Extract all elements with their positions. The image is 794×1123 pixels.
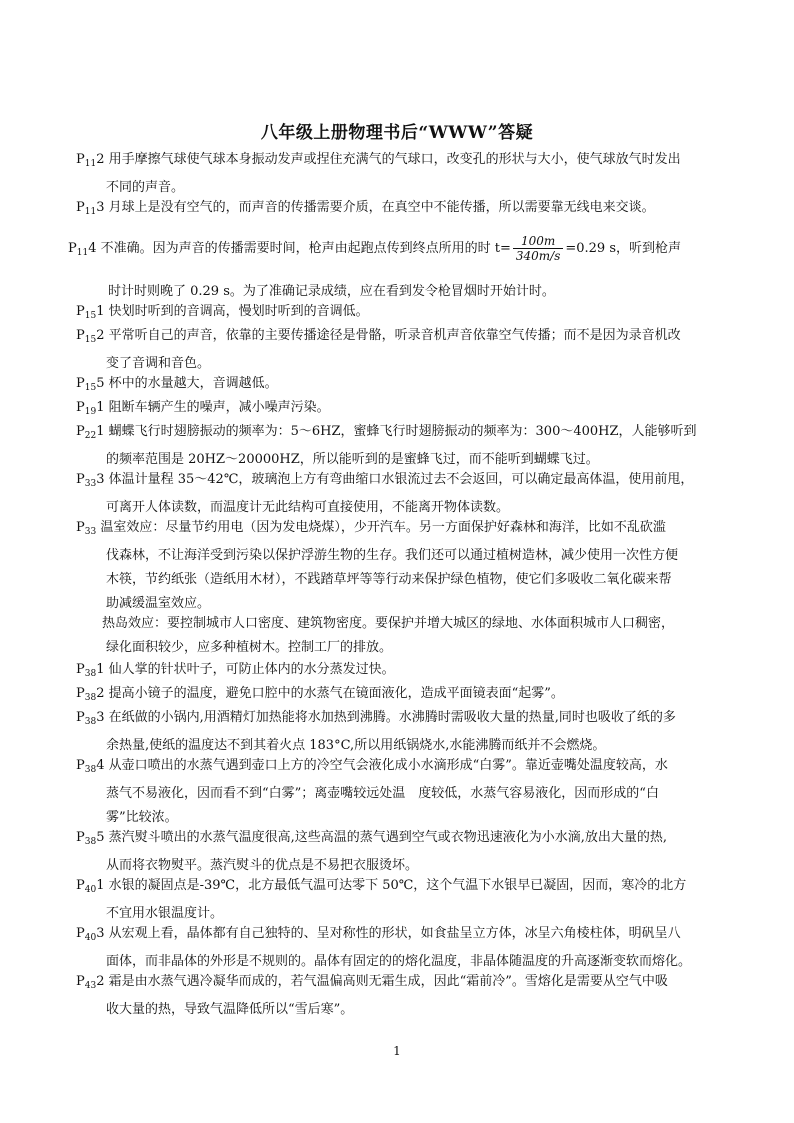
page-ref-letter: P: [76, 830, 85, 845]
answer-entry: [76, 148, 736, 200]
question-number: 2: [96, 974, 105, 989]
question-number: 1: [96, 424, 105, 439]
page-reference-label: [76, 200, 104, 215]
page-ref-number: 33: [84, 479, 97, 489]
question-number: 1: [96, 662, 105, 677]
page-ref-number: 15: [84, 311, 97, 321]
page-ref-number: 38: [84, 669, 97, 679]
entry-text: 仙人掌的针状叶子，可防止体内的水分蒸发过快。: [104, 662, 395, 677]
entry-line: [76, 324, 736, 352]
page-ref-number: 38: [84, 717, 97, 727]
entry-line: [76, 706, 736, 734]
page-reference-label: [76, 520, 96, 535]
question-number: 1: [96, 878, 105, 893]
page-ref-number: 15: [84, 383, 97, 393]
entry-line: [76, 516, 736, 544]
question-number: 5: [96, 376, 105, 391]
question-number: 4: [88, 241, 97, 256]
page-ref-letter: P: [76, 686, 85, 701]
answer-entry: [68, 232, 728, 304]
entry-line: 时计时则晚了 0.29 s。为了准确记录成绩，应在看到发令枪冒烟时开始计时。: [108, 284, 555, 299]
answer-entry: [76, 706, 736, 758]
page-reference-label: [76, 304, 104, 319]
entry-line: [76, 148, 736, 176]
entry-line: [76, 196, 736, 224]
entry-line: [76, 468, 736, 496]
entry-line: 雾”比较浓。: [106, 810, 178, 825]
entry-line: 木筷，节约纸张（造纸用木材），不践踏草坪等等行动来保护绿色植物，使它们多吸收二氧化碳来帮: [106, 572, 672, 587]
question-number: 2: [96, 686, 105, 701]
answer-entry: [76, 468, 736, 520]
entry-text: 水银的凝固点是-39℃，北方最低气温可达零下 50℃，这个气温下水银早已凝固，因而，寒冷的北方: [104, 878, 687, 893]
answer-entry: [102, 612, 762, 660]
page-ref-number: 11: [84, 159, 97, 169]
entry-text: 体温计量程 35～42℃，玻璃泡上方有弯曲缩口水银流过去不会返回，可以确定最高体温，使用前甩，: [104, 472, 694, 487]
page-ref-number: 19: [84, 407, 97, 417]
question-number: 3: [96, 926, 105, 941]
page-ref-number: 40: [84, 933, 97, 943]
question-number: 5: [96, 830, 105, 845]
page-ref-number: 11: [76, 248, 89, 258]
page-reference-label: [76, 878, 104, 893]
fraction-numerator: 100m: [513, 234, 563, 249]
page-reference-label: [76, 974, 104, 989]
page-ref-letter: P: [76, 974, 85, 989]
answer-entry: [76, 516, 736, 616]
entry-text: 不准确。因为声音的传播需要时间，枪声由起跑点传到终点所用的时 t=: [96, 241, 511, 256]
page-ref-letter: P: [76, 520, 85, 535]
page-ref-letter: P: [76, 328, 85, 343]
page-ref-number: 22: [84, 431, 97, 441]
page-reference-label: [76, 400, 104, 415]
time-fraction: [513, 234, 563, 263]
entry-line: [76, 970, 736, 998]
question-number: 2: [96, 328, 105, 343]
entry-text: 温室效应：尽量节约用电（因为发电烧煤），少开汽车。另一方面保护好森林和海洋，比如不乱砍滥: [96, 520, 666, 535]
page-reference-label: [76, 662, 104, 677]
page-ref-letter: P: [76, 878, 85, 893]
page-ref-letter: P: [76, 200, 85, 215]
page-reference-label: [76, 710, 104, 725]
entry-line: 从而将衣物熨平。蒸汽熨斗的优点是不易把衣服烫坏。: [106, 858, 419, 873]
entry-text: 月球上是没有空气的，而声音的传播需要介质，在真空中不能传播，所以需要靠无线电来交谈。: [104, 200, 655, 215]
entry-line: 绿化面积较少，应多种植树木。控制工厂的排放。: [106, 640, 393, 655]
entry-line: [76, 874, 736, 902]
entry-line: 收大量的热，导致气温降低所以“雪后寒”。: [106, 1002, 354, 1017]
page-reference-label: [68, 241, 96, 256]
fraction-denominator: 340m/s: [515, 249, 561, 263]
entry-text: 从壶口喷出的水蒸气遇到壶口上方的冷空气会液化成小水滴形成“白雾”。靠近壶嘴处温度较高，水: [104, 758, 668, 773]
answer-entry: [76, 196, 736, 224]
entry-text: 在纸做的小锅内,用酒精灯加热能将水加热到沸腾。水沸腾时需吸收大量的热量,同时也吸收了纸的多: [104, 710, 676, 725]
entry-line: 余热量,使纸的温度达不到其着火点 183°C,所以用纸锅烧水,水能沸腾而纸并不会燃烧。: [106, 738, 606, 753]
page-ref-letter: P: [76, 662, 85, 677]
answer-entry: [76, 874, 736, 926]
answer-entry: [76, 970, 736, 1022]
entry-line: 变了音调和音色。: [106, 356, 211, 371]
page-title: 八年级上册物理书后“WWW”答疑: [260, 123, 534, 143]
entry-line: 可离开人体读数，而温度计无此结构可直接使用，不能离开物体读数。: [106, 500, 510, 515]
page-reference-label: [76, 472, 104, 487]
page-ref-letter: P: [76, 152, 85, 167]
page-ref-number: 40: [84, 885, 97, 895]
page-ref-number: 43: [84, 981, 97, 991]
entry-text: 蝴蝶飞行时翅膀振动的频率为：5～6HZ，蜜蜂飞行时翅膀振动的频率为：300～400HZ，人能够听到: [104, 424, 697, 439]
entry-text: 快划时听到的音调高，慢划时听到的音调低。: [104, 304, 369, 319]
answer-entry: [76, 420, 736, 472]
question-number: 3: [96, 200, 105, 215]
question-number: 2: [96, 152, 105, 167]
page-reference-label: [76, 758, 104, 773]
page-ref-letter: P: [76, 376, 85, 391]
page-ref-letter: P: [76, 304, 85, 319]
page-reference-label: [76, 376, 104, 391]
page-ref-letter: P: [76, 424, 85, 439]
question-number: 1: [96, 400, 105, 415]
entry-line: [68, 232, 728, 270]
entry-line: 面体，而非晶体的外形是不规则的。晶体有固定的的熔化温度，非晶体随温度的升高逐渐变软而熔化。: [106, 954, 692, 969]
entry-text: 蒸汽熨斗喷出的水蒸气温度很高,这些高温的蒸气遇到空气或衣物迅速液化为小水滴,放出大量的热,: [104, 830, 668, 845]
page-number: 1: [393, 1044, 401, 1058]
entry-line: 助减缓温室效应。: [106, 596, 211, 611]
entry-text: =0.29 s，听到枪声: [565, 241, 682, 256]
page-ref-number: 11: [84, 207, 97, 217]
page-ref-number: 38: [84, 837, 97, 847]
question-number: 1: [96, 304, 105, 319]
page-reference-label: [76, 424, 104, 439]
page-ref-letter: P: [76, 926, 85, 941]
entry-text: 杯中的水量越大，音调越低。: [104, 376, 278, 391]
entry-line: 的频率范围是 20HZ～20000HZ，所以能听到的是蜜蜂飞过，而不能听到蝴蝶飞过。: [106, 452, 599, 467]
page-ref-letter: P: [68, 241, 77, 256]
page-reference-label: [76, 686, 104, 701]
entry-line: [76, 420, 736, 448]
page-ref-number: 15: [84, 335, 97, 345]
page-ref-letter: P: [76, 758, 85, 773]
entry-line: [76, 754, 736, 782]
entry-line: [76, 922, 736, 950]
page-reference-label: [76, 328, 104, 343]
answer-entry: [76, 324, 736, 376]
question-number: 4: [96, 758, 105, 773]
page-ref-letter: P: [76, 472, 85, 487]
page-ref-number: 38: [84, 765, 97, 775]
entry-line: 不宜用水银温度计。: [106, 906, 224, 921]
answer-entry: [76, 754, 736, 830]
answer-entry: [76, 826, 736, 878]
entry-line: [76, 826, 736, 854]
page-ref-letter: P: [76, 710, 85, 725]
entry-line: 不同的声音。: [106, 180, 185, 195]
entry-line: 伐森林，不让海洋受到污染以保护浮游生物的生存。我们还可以通过植树造林，减少使用一次性方便: [106, 548, 679, 563]
answer-entry: [76, 922, 736, 974]
entry-text: 霜是由水蒸气遇冷凝华而成的，若气温偏高则无霜生成，因此“霜前冷”。雪熔化是需要从空气中吸: [104, 974, 668, 989]
question-number: 3: [96, 472, 105, 487]
entry-text: 阻断车辆产生的噪声，减小噪声污染。: [104, 400, 330, 415]
page-ref-number: 38: [84, 693, 97, 703]
page-reference-label: [76, 926, 104, 941]
page-reference-label: [76, 152, 104, 167]
entry-line: 热岛效应：要控制城市人口密度、建筑物密度。要保护并增大城区的绿地、水体面积城市人口稠密，: [102, 616, 675, 631]
page-ref-number: 33: [84, 527, 97, 537]
page-ref-letter: P: [76, 400, 85, 415]
entry-text: 平常听自己的声音，依靠的主要传播途径是骨骼，听录音机声音依靠空气传播；而不是因为录音机改: [104, 328, 681, 343]
page-reference-label: [76, 830, 104, 845]
question-number: 3: [96, 710, 105, 725]
entry-text: 从宏观上看，晶体都有自己独特的、呈对称性的形状，如食盐呈立方体，冰呈六角棱柱体，明矾呈八: [104, 926, 681, 941]
entry-text: 用手摩擦气球使气球本身振动发声或捏住充满气的气球口，改变孔的形状与大小，使气球放气时发出: [104, 152, 681, 167]
entry-line: 蒸气不易液化，因而看不到“白雾”；离壶嘴较远处温 度较低，水蒸气容易液化，因而形成的“白: [106, 786, 659, 801]
entry-text: 提高小镜子的温度，避免口腔中的水蒸气在镜面液化，造成平面镜表面“起雾”。: [104, 686, 564, 701]
